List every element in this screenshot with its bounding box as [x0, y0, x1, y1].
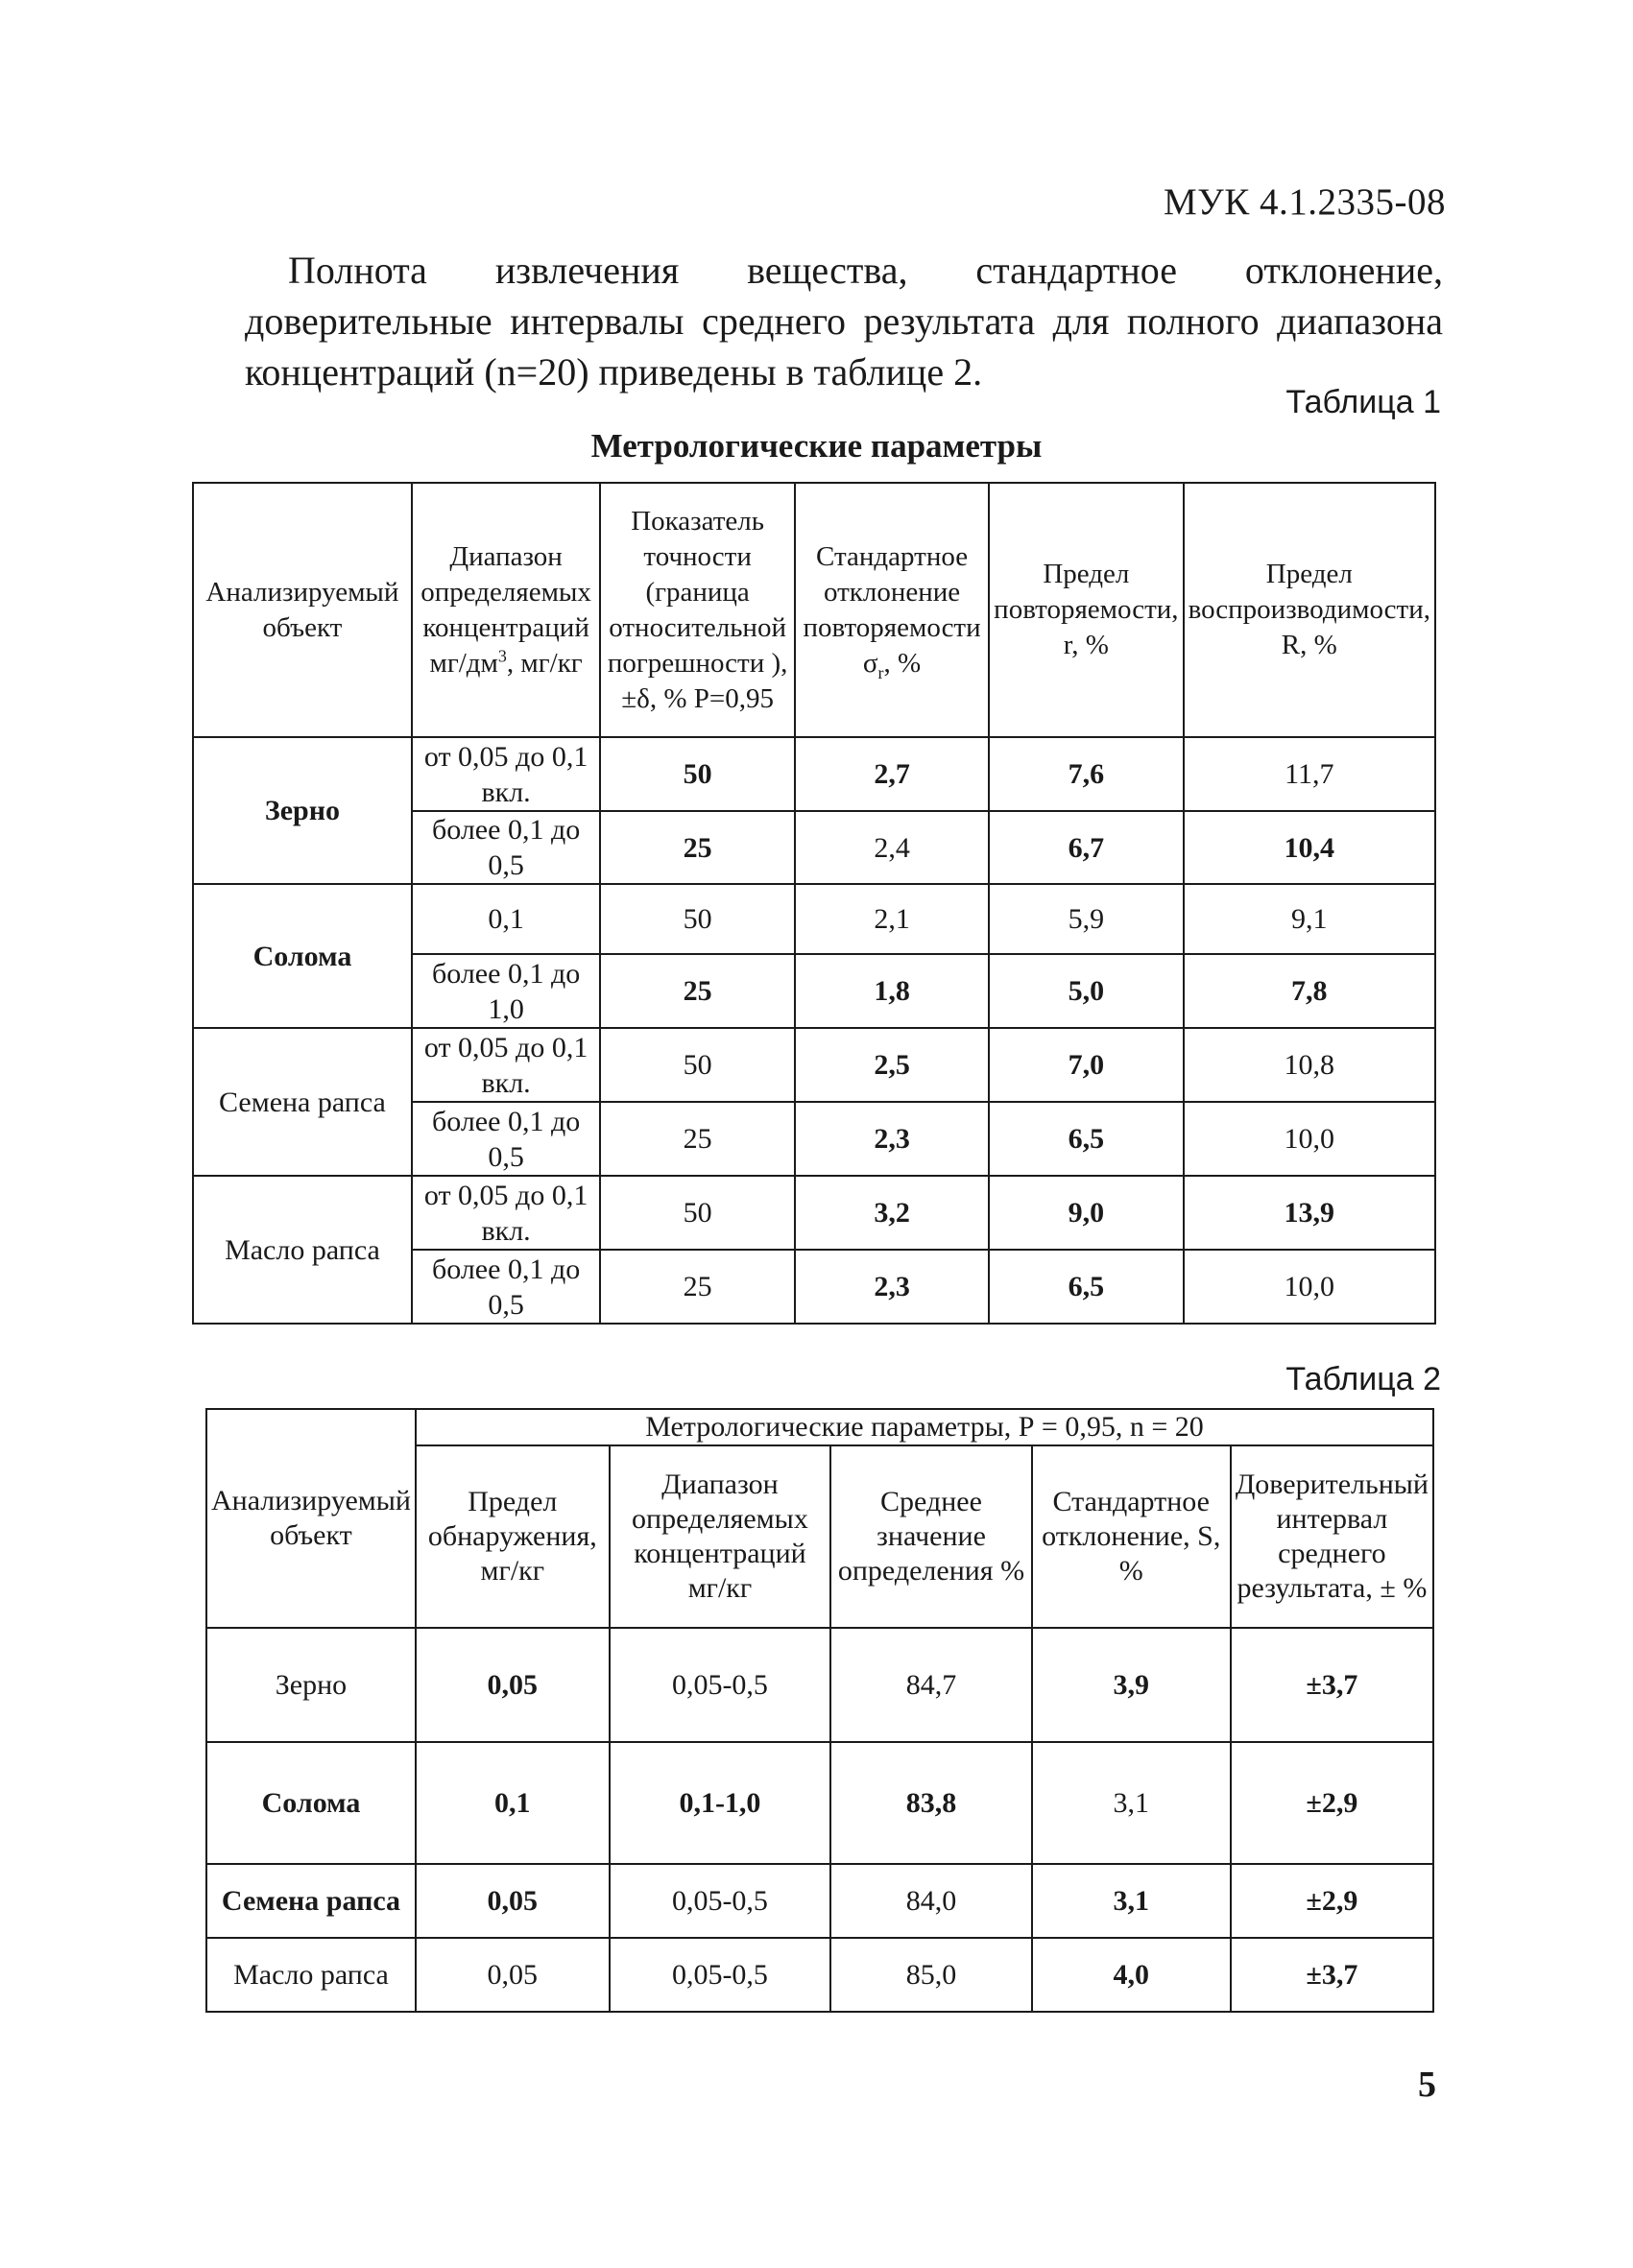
- table1-caption: Таблица 1: [1285, 384, 1441, 420]
- t1-accuracy: 25: [600, 811, 795, 884]
- table2-caption: Таблица 2: [1285, 1361, 1441, 1397]
- t1-object: Солома: [193, 884, 412, 1028]
- t2-header-std: Стандартное отклонение, S, %: [1032, 1445, 1231, 1628]
- t1-range: от 0,05 до 0,1 вкл.: [412, 1176, 600, 1250]
- t1-reproducibility: 13,9: [1184, 1176, 1435, 1250]
- table-row: [193, 884, 1435, 954]
- t1-std: 1,8: [795, 954, 989, 1028]
- t1-accuracy: 25: [600, 1250, 795, 1324]
- t1-range: более 0,1 до 0,5: [412, 1250, 600, 1324]
- table2-group-header-row: [206, 1409, 1433, 1445]
- t2-detection-limit: 0,05: [416, 1938, 610, 2012]
- t1-std: 2,7: [795, 737, 989, 811]
- t1-std: 2,4: [795, 811, 989, 884]
- t1-accuracy: 25: [600, 954, 795, 1028]
- t1-header-repeatability: Предел повторяемости, r, %: [989, 483, 1183, 737]
- t1-std: 2,1: [795, 884, 989, 954]
- t1-range: более 0,1 до 0,5: [412, 811, 600, 884]
- table-row: [206, 1938, 1433, 2012]
- t1-repeatability: 7,0: [989, 1028, 1183, 1102]
- t1-std: 2,3: [795, 1102, 989, 1176]
- t2-header-detection-limit: Предел обнаружения, мг/кг: [416, 1445, 610, 1628]
- t2-confidence: ±3,7: [1231, 1938, 1433, 2012]
- t2-object: Солома: [206, 1742, 416, 1864]
- t1-object: Масло рапса: [193, 1176, 412, 1324]
- t1-repeatability: 5,9: [989, 884, 1183, 954]
- table-row: [206, 1742, 1433, 1864]
- t2-header-mean: Среднее значение определения %: [830, 1445, 1031, 1628]
- t1-repeatability: 9,0: [989, 1176, 1183, 1250]
- document-code: МУК 4.1.2335-08: [1163, 181, 1446, 223]
- t1-range: более 0,1 до 0,5: [412, 1102, 600, 1176]
- t1-range: 0,1: [412, 884, 600, 954]
- t1-accuracy: 50: [600, 737, 795, 811]
- t1-range: от 0,05 до 0,1 вкл.: [412, 1028, 600, 1102]
- t1-range: более 0,1 до 1,0: [412, 954, 600, 1028]
- t1-accuracy: 50: [600, 1028, 795, 1102]
- intro-text: Полнота извлечения вещества, стандартное отклонение, доверительные интервалы среднего результата для полного диапазона концентраций (n=20) приведены в таблице 2.: [245, 249, 1443, 394]
- t2-mean: 85,0: [830, 1938, 1031, 2012]
- t2-mean: 83,8: [830, 1742, 1031, 1864]
- t1-reproducibility: 10,8: [1184, 1028, 1435, 1102]
- t2-detection-limit: 0,1: [416, 1742, 610, 1864]
- t2-range: 0,1-1,0: [610, 1742, 831, 1864]
- t1-object: Семена рапса: [193, 1028, 412, 1176]
- t2-detection-limit: 0,05: [416, 1864, 610, 1938]
- t2-group-header: Метрологические параметры, Р = 0,95, n = 20: [416, 1409, 1433, 1445]
- table-row: [206, 1864, 1433, 1938]
- t1-std: 2,5: [795, 1028, 989, 1102]
- table-row: [193, 1176, 1435, 1250]
- t1-header-accuracy: Показатель точности (граница относительной погрешности ), ±δ, % Р=0,95: [600, 483, 795, 737]
- t1-header-reproducibility: Предел воспроизводимости, R, %: [1184, 483, 1435, 737]
- t2-std: 4,0: [1032, 1938, 1231, 2012]
- t2-object: Масло рапса: [206, 1938, 416, 2012]
- t1-repeatability: 7,6: [989, 737, 1183, 811]
- page-number: 5: [1418, 2065, 1436, 2105]
- t1-range: от 0,05 до 0,1 вкл.: [412, 737, 600, 811]
- t1-repeatability: 6,7: [989, 811, 1183, 884]
- t1-accuracy: 50: [600, 1176, 795, 1250]
- t2-range: 0,05-0,5: [610, 1864, 831, 1938]
- t2-header-range: Диапазон определяемых концентраций мг/кг: [610, 1445, 831, 1628]
- t2-range: 0,05-0,5: [610, 1628, 831, 1742]
- t1-reproducibility: 10,0: [1184, 1250, 1435, 1324]
- t2-std: 3,1: [1032, 1742, 1231, 1864]
- table1: [192, 482, 1436, 1325]
- table-row: [193, 1028, 1435, 1102]
- t1-reproducibility: 11,7: [1184, 737, 1435, 811]
- t1-reproducibility: 10,0: [1184, 1102, 1435, 1176]
- t1-header-object: Анализируемый объект: [193, 483, 412, 737]
- t2-mean: 84,7: [830, 1628, 1031, 1742]
- table-row: [193, 737, 1435, 811]
- t1-object: Зерно: [193, 737, 412, 884]
- t2-header-confidence: Доверительный интервал среднего результата, ± %: [1231, 1445, 1433, 1628]
- t2-std: 3,9: [1032, 1628, 1231, 1742]
- t1-std: 3,2: [795, 1176, 989, 1250]
- table1-header-row: [193, 483, 1435, 737]
- t1-header-std: Стандартное отклонение повторяемости $\sigma_r$, %: [795, 483, 989, 737]
- t1-accuracy: 50: [600, 884, 795, 954]
- t1-std: 2,3: [795, 1250, 989, 1324]
- t2-confidence: ±2,9: [1231, 1742, 1433, 1864]
- table1-title: Метрологические параметры: [590, 427, 1043, 465]
- t2-object: Зерно: [206, 1628, 416, 1742]
- t2-mean: 84,0: [830, 1864, 1031, 1938]
- table-row: [206, 1628, 1433, 1742]
- t2-std: 3,1: [1032, 1864, 1231, 1938]
- t2-object: Семена рапса: [206, 1864, 416, 1938]
- t1-header-range: Диапазон определяемых концентраций $мг/дм^3$, мг/кг: [412, 483, 600, 737]
- t1-repeatability: 6,5: [989, 1102, 1183, 1176]
- t1-repeatability: 6,5: [989, 1250, 1183, 1324]
- t1-reproducibility: 7,8: [1184, 954, 1435, 1028]
- table2: [205, 1408, 1434, 2013]
- t2-header-object: Анализируемый объект: [206, 1409, 416, 1628]
- t1-repeatability: 5,0: [989, 954, 1183, 1028]
- t1-reproducibility: 10,4: [1184, 811, 1435, 884]
- t2-detection-limit: 0,05: [416, 1628, 610, 1742]
- intro-paragraph: [245, 245, 1443, 397]
- t1-accuracy: 25: [600, 1102, 795, 1176]
- t1-reproducibility: 9,1: [1184, 884, 1435, 954]
- t2-range: 0,05-0,5: [610, 1938, 831, 2012]
- t2-confidence: ±3,7: [1231, 1628, 1433, 1742]
- t2-confidence: ±2,9: [1231, 1864, 1433, 1938]
